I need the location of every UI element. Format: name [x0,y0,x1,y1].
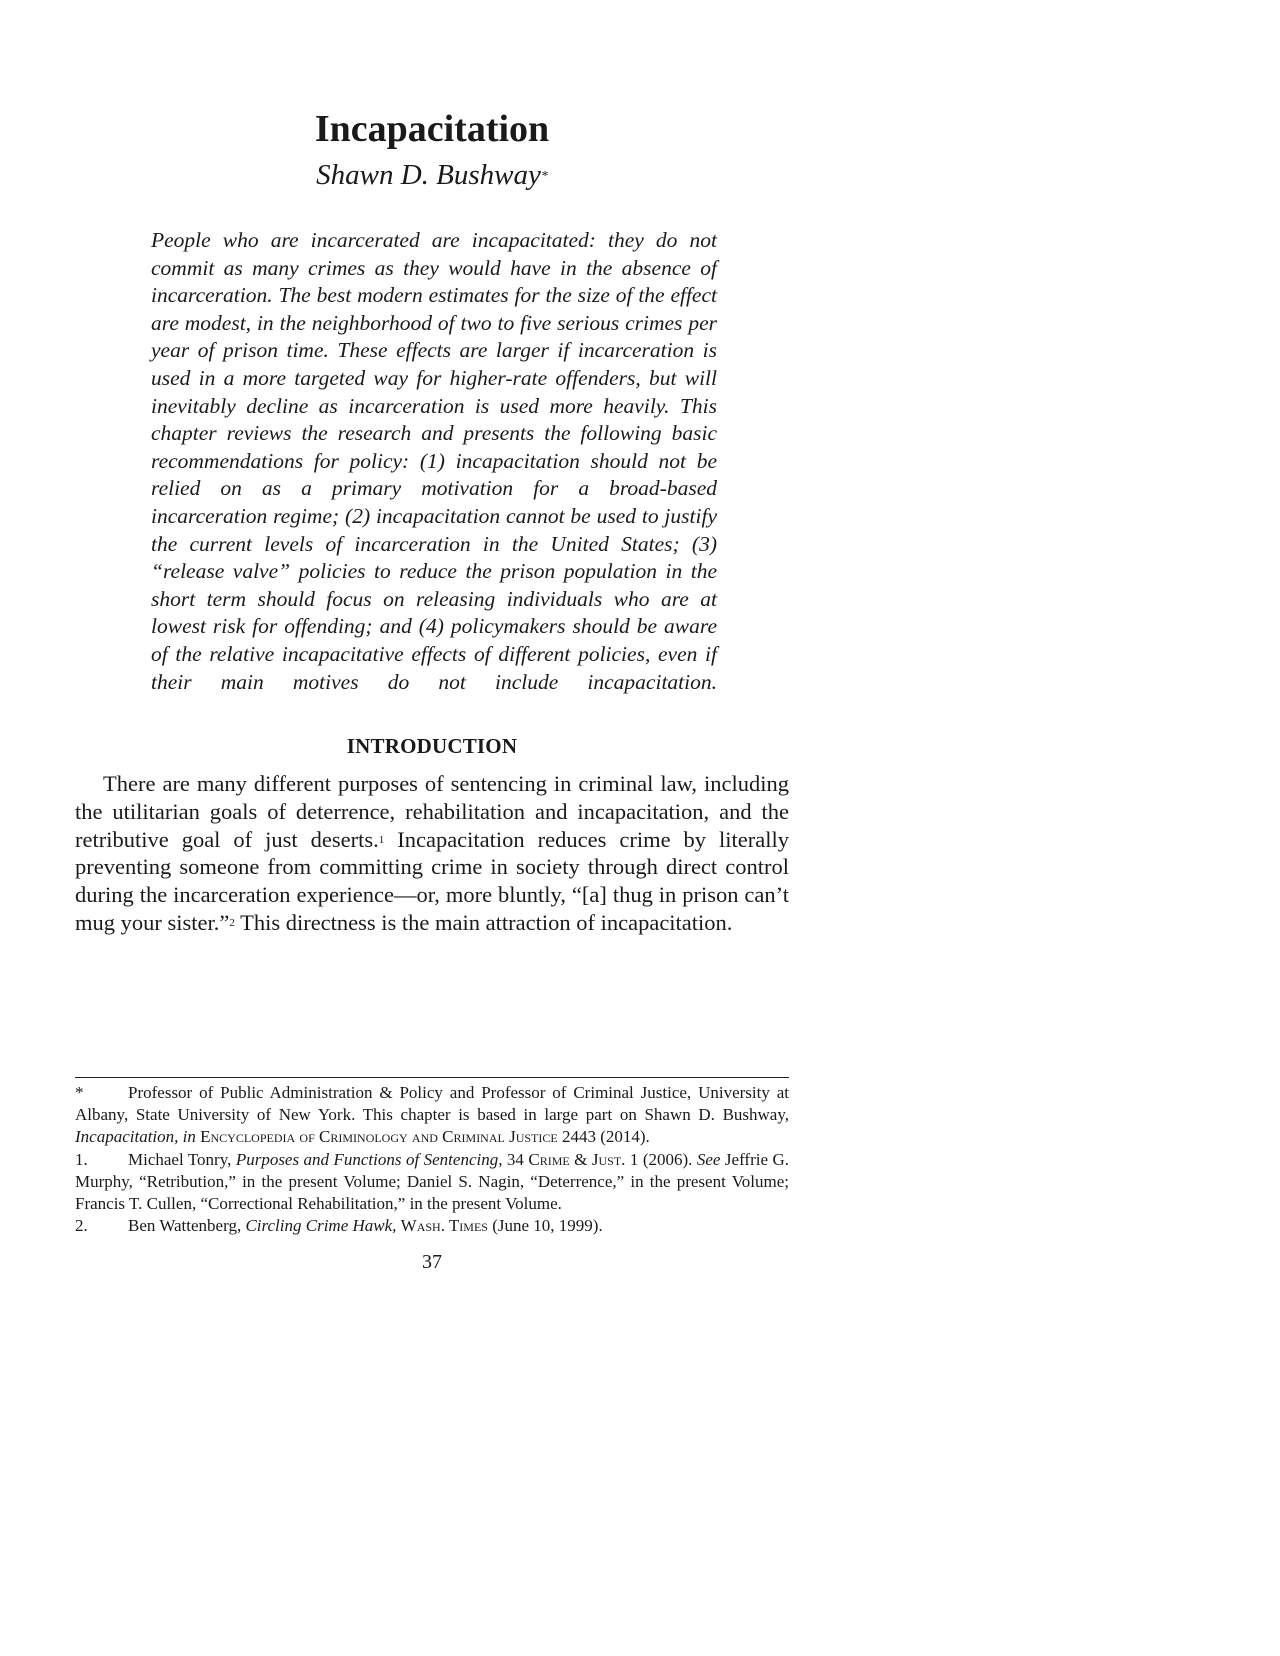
author-name: Shawn D. Bushway [316,159,541,191]
section-heading: INTRODUCTION [346,734,518,758]
footnote-1 [75,1149,789,1216]
footnote-divider [75,1077,789,1078]
footnote-ref-1: 1 [378,833,385,846]
footnote-text: 1 (2006). [625,1149,697,1169]
author-byline [75,157,789,193]
footnotes [75,1082,789,1237]
footnote-text: Michael Tonry, [128,1149,236,1169]
page-number: 37 [422,1251,442,1273]
body-paragraph [75,770,789,937]
footnote-italic: Circling Crime Hawk, [245,1216,397,1236]
footnote-italic: Purposes and Functions of Sentencing, [235,1149,503,1169]
footnote-text: 2443 (2014). [557,1127,650,1147]
body-text-part-2: Incapacitation reduces crime by literally preventing someone from committing crime in society through direct control during the incarceration experience—or, more bluntly, “[a] thug in prison can’t mug your sister.” [75,826,789,935]
body-text-part-3: This directness is the main attraction of incapacitation. [234,909,733,935]
footnote-text: (June 10, 1999). [487,1216,603,1236]
footnote-2 [75,1215,789,1237]
footnote-text: Ben Wattenberg, [128,1216,246,1236]
footnote-text: Jeffrie G. Murphy, “Retribution,” in the present Volume; Daniel S. Nagin, “Deterrence,” in the present Volume; Francis T. Cullen, “Correctional Rehabilitation,” in the present Volume. [75,1149,789,1214]
footnote-marker: 2. [75,1216,88,1236]
footnote-marker: * [75,1083,84,1102]
footnote-small-caps: Wash. Times [400,1216,488,1236]
footnote-marker: 1. [75,1149,88,1169]
author-footnote-mark: * [540,169,548,184]
footnote-text: 34 [502,1149,529,1169]
footnote-italic: See [696,1149,721,1169]
chapter-title: Incapacitation [314,108,550,150]
body-text-part-1: There are many different purposes of sentencing in criminal law, including the utilitarian goals of deterrence, rehabilitation and incapacitation, and the retributive goal of just deserts. [75,771,789,852]
abstract: People who are incarcerated are incapacitated: they do not commit as many crimes as they would have in the absence of incarceration. The best modern estimates for the size of the effect are modest, in the neighborhood of two to five serious crimes per year of prison time. These effects are larger if incarceration is used in a more targeted way for higher-rate offenders, but will inevitably decline as incarceration is used more heavily. This chapter reviews the research and presents the following basic recommendations for policy: (1) incapacitation should not be relied on as a primary motivation for a broad-based incarceration regime; (2) incapacitation cannot be used to justify the current levels of incarceration in the United States; (3) “release valve” policies to reduce the prison population in the short term should focus on releasing individuals who are at lowest risk for offending; and (4) policymakers should be aware of the relative incapacitative effects of different policies, even if their main motives do not include incapacitation. [151,228,717,694]
footnote-text: Professor of Public Administration & Policy and Professor of Criminal Justice, University at Albany, State University of New York. This chapter is based in large part on Shawn D. Bushway, [75,1083,789,1125]
footnote-small-caps: Crime & Just. [528,1149,626,1169]
footnote-author [75,1082,789,1149]
footnote-small-caps: Encyclopedia of Criminology and Criminal Justice [195,1127,558,1147]
footnote-ref-2: 2 [229,916,235,929]
footnote-italic: Incapacitation, in [75,1127,196,1147]
